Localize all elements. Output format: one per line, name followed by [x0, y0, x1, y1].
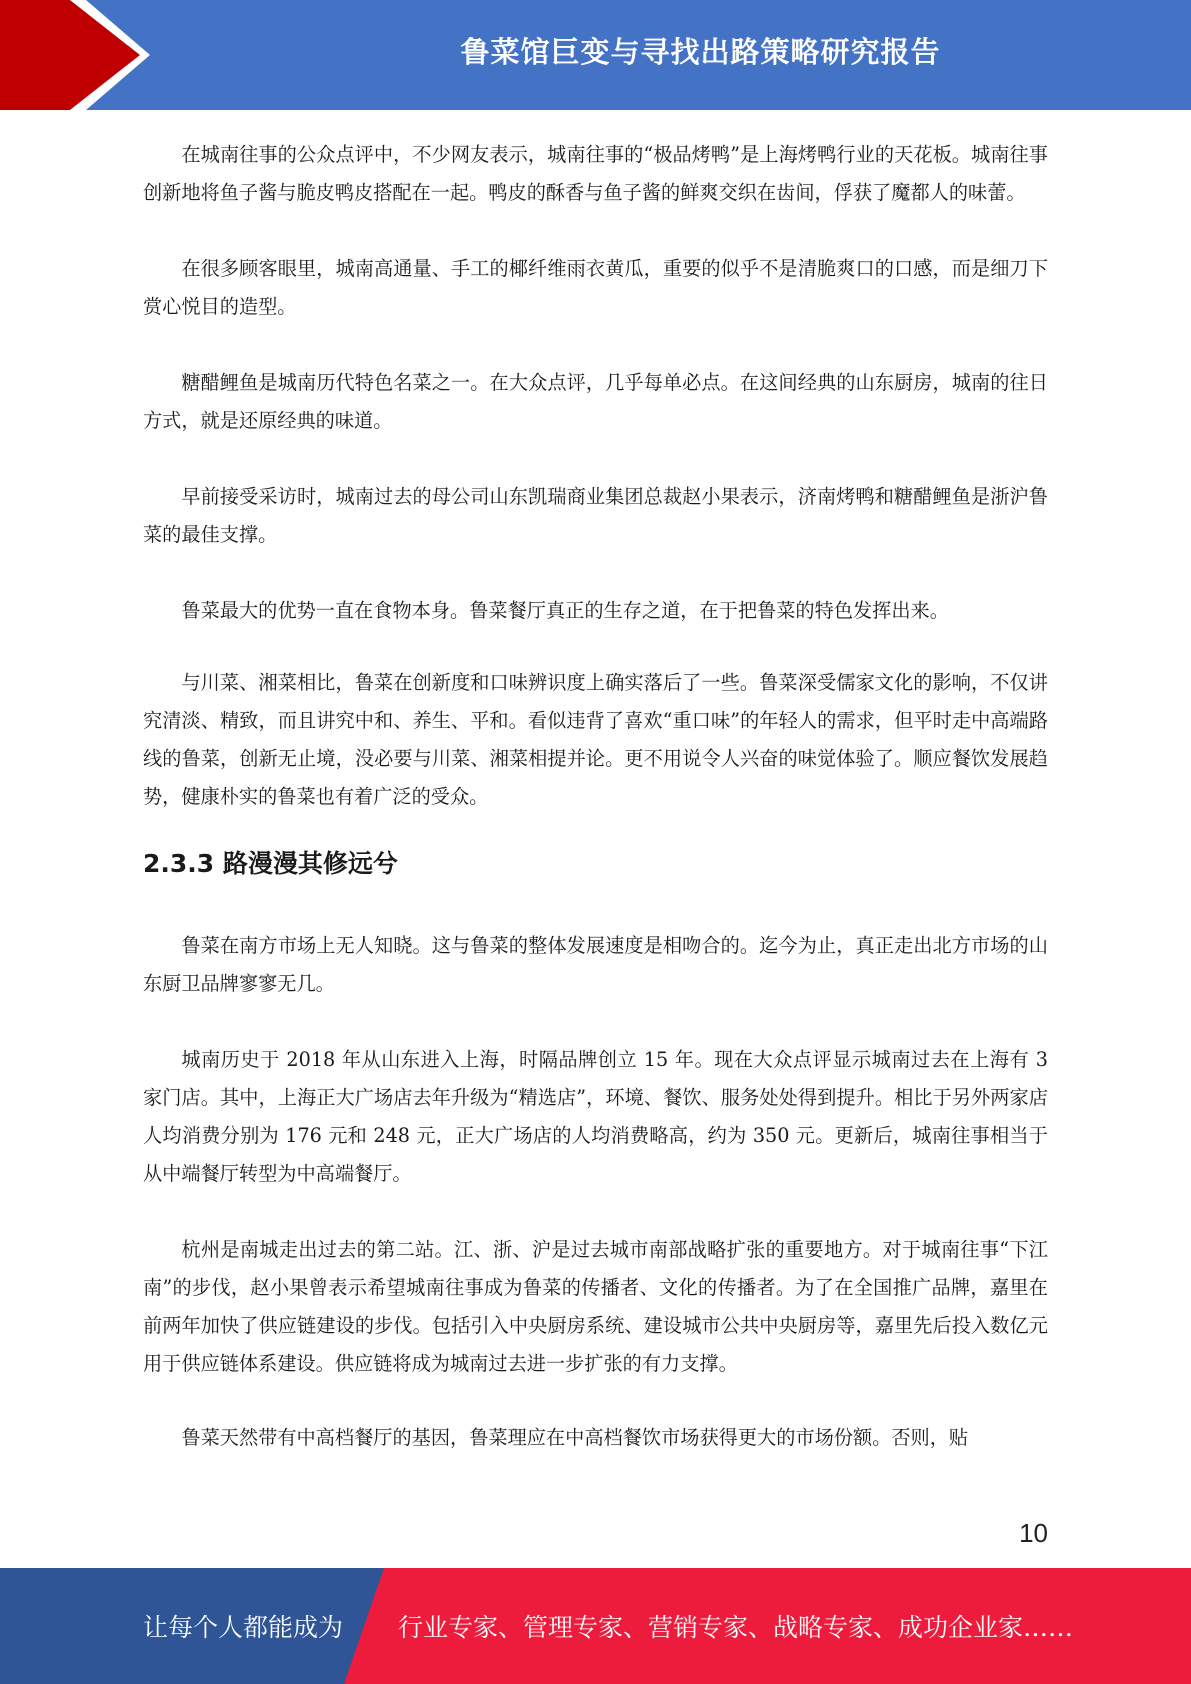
header-arrow-icon	[0, 0, 170, 110]
paragraph: 城南历史于 2018 年从山东进入上海，时隔品牌创立 15 年。现在大众点评显示城南过去在上海有 3 家门店。其中，上海正大广场店去年升级为“精选店”，环境、餐饮、服务处处得到提升。相比于另外两家店人均消费分别为 176 元和 248 元，正大广场店的人均消费略高，约为 350 元。更新后，城南往事相当于从中端餐厅转型为中高端餐厅。	[143, 1048, 1048, 1185]
page-number: 10	[1019, 1518, 1048, 1548]
footer-bar	[0, 1568, 1191, 1684]
document-title: 鲁菜馆巨变与寻找出路策略研究报告	[460, 34, 941, 69]
paragraph: 在城南往事的公众点评中，不少网友表示，城南往事的“极品烤鸭”是上海烤鸭行业的天花板。城南往事创新地将鱼子酱与脆皮鸭皮搭配在一起。鸭皮的酥香与鱼子酱的鲜爽交织在齿间，俘获了魔都人的味蕾。	[143, 143, 1048, 204]
footer-slogan-left: 让每个人都能成为	[143, 1613, 344, 1642]
footer-slogan-right: 行业专家、管理专家、营销专家、战略专家、成功企业家……	[398, 1613, 1074, 1642]
paragraph: 杭州是南城走出过去的第二站。江、浙、沪是过去城市南部战略扩张的重要地方。对于城南往事“下江南”的步伐，赵小果曾表示希望城南往事成为鲁菜的传播者、文化的传播者。为了在全国推广品牌，嘉里在前两年加快了供应链建设的步伐。包括引入中央厨房系统、建设城市公共中央厨房等，嘉里先后投入数亿元用于供应链体系建设。供应链将成为城南过去进一步扩张的有力支撑。	[143, 1238, 1048, 1375]
paragraph: 糖醋鲤鱼是城南历代特色名菜之一。在大众点评，几乎每单必点。在这间经典的山东厨房，城南的往日方式，就是还原经典的味道。	[143, 371, 1048, 432]
paragraph: 早前接受采访时，城南过去的母公司山东凯瑞商业集团总裁赵小果表示，济南烤鸭和糖醋鲤鱼是浙沪鲁菜的最佳支撑。	[143, 485, 1048, 546]
paragraph: 鲁菜在南方市场上无人知晓。这与鲁菜的整体发展速度是相吻合的。迄今为止，真正走出北方市场的山东厨卫品牌寥寥无几。	[143, 934, 1048, 995]
paragraph: 在很多顾客眼里，城南高通量、手工的椰纤维雨衣黄瓜，重要的似乎不是清脆爽口的口感，而是细刀下赏心悦目的造型。	[143, 257, 1048, 318]
section-heading: 2.3.3 路漫漫其修远兮	[143, 849, 398, 878]
header-bar	[0, 0, 1191, 110]
paragraph: 鲁菜最大的优势一直在食物本身。鲁菜餐厅真正的生存之道，在于把鲁菜的特色发挥出来。	[181, 599, 949, 622]
paragraph: 鲁菜天然带有中高档餐厅的基因，鲁菜理应在中高档餐饮市场获得更大的市场份额。否则，贴	[181, 1426, 969, 1449]
paragraph: 与川菜、湘菜相比，鲁菜在创新度和口味辨识度上确实落后了一些。鲁菜深受儒家文化的影响，不仅讲究清淡、精致，而且讲究中和、养生、平和。看似违背了喜欢“重口味”的年轻人的需求，但平时走中高端路线的鲁菜，创新无止境，没必要与川菜、湘菜相提并论。更不用说令人兴奋的味觉体验了。顺应餐饮发展趋势，健康朴实的鲁菜也有着广泛的受众。	[143, 671, 1048, 808]
main-content	[143, 136, 1048, 1457]
